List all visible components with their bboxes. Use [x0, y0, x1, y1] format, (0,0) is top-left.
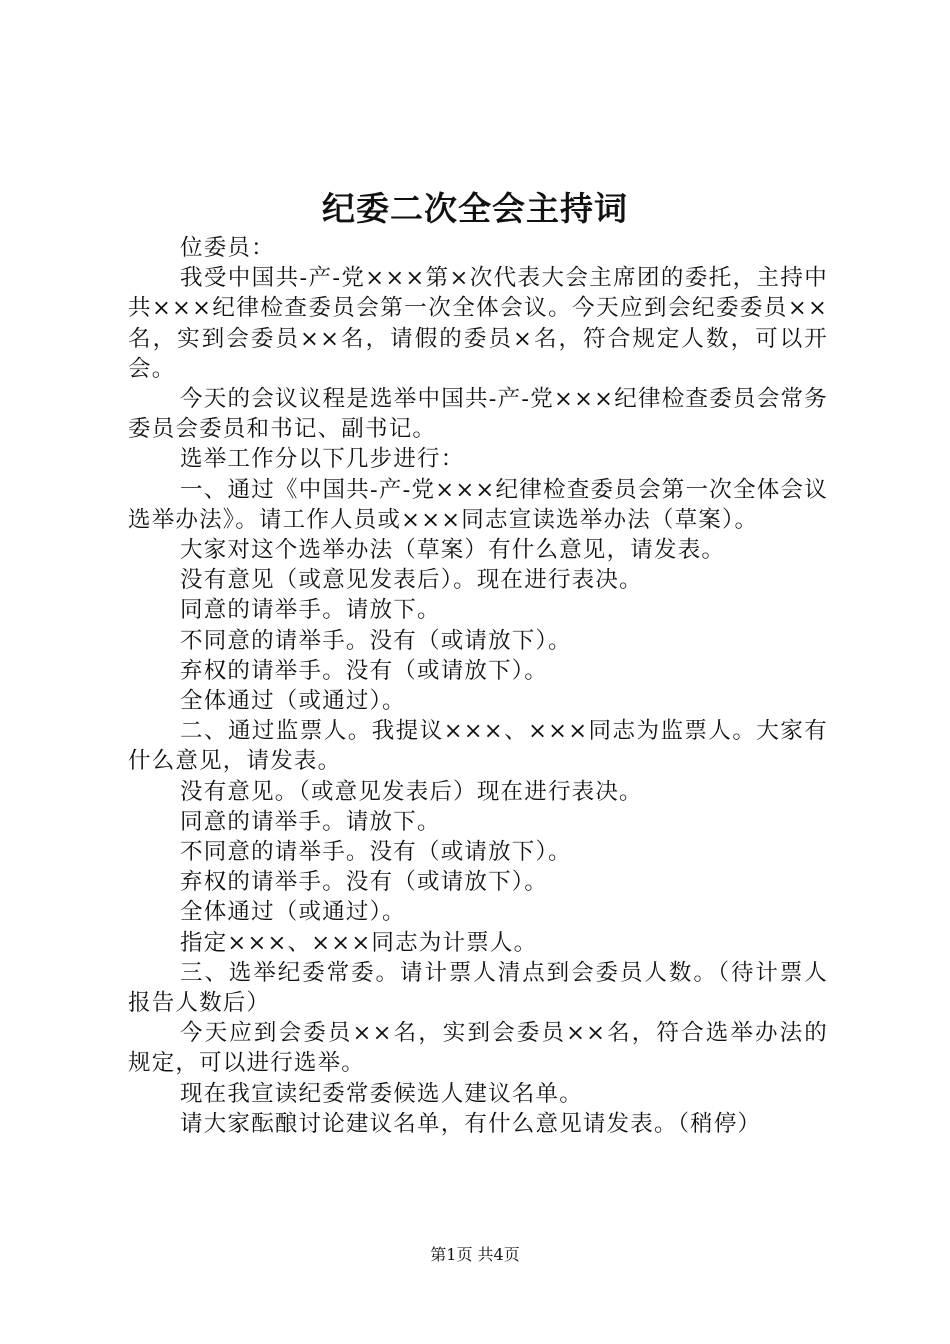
paragraph: 选举工作分以下几步进行：	[180, 446, 465, 473]
paragraph: 大家对这个选举办法（草案）有什么意见，请发表。	[180, 537, 726, 564]
paragraph: 位委员：	[180, 235, 275, 261]
document-body	[128, 233, 828, 1139]
paragraph: 三、选举纪委常委。请计票人清点到会委员人数。（待计票人报告人数后）	[128, 959, 828, 1017]
paragraph: 同意的请举手。请放下。	[180, 808, 441, 835]
paragraph: 同意的请举手。请放下。	[180, 597, 441, 624]
paragraph: 一、通过《中国共-产-党×××纪律检查委员会第一次全体会议选举办法》。请工作人员或×××同志宣读选举办法（草案）。	[128, 476, 828, 533]
paragraph: 二、通过监票人。我提议×××、×××同志为监票人。大家有什么意见，请发表。	[128, 718, 828, 775]
paragraph: 弃权的请举手。没有（或请放下）。	[180, 657, 548, 684]
paragraph: 弃权的请举手。没有（或请放下）。	[180, 869, 548, 896]
paragraph: 没有意见（或意见发表后）。现在进行表决。	[180, 567, 643, 594]
paragraph: 指定×××、×××同志为计票人。	[180, 929, 538, 956]
paragraph: 请大家酝酿讨论建议名单，有什么意见请发表。（稍停）	[180, 1110, 762, 1137]
paragraph: 今天的会议议程是选举中国共-产-党×××纪律检查委员会常务委员会委员和书记、副书记。	[128, 386, 828, 443]
paragraph: 全体通过（或通过）。	[180, 899, 406, 926]
paragraph: 全体通过（或通过）。	[180, 688, 406, 715]
document-title: 纪委二次全会主持词	[322, 189, 628, 228]
paragraph: 不同意的请举手。没有（或请放下）。	[180, 839, 572, 866]
paragraph: 今天应到会委员××名，实到会委员××名，符合选举办法的规定，可以进行选举。	[128, 1020, 828, 1077]
paragraph: 现在我宣读纪委常委候选人建议名单。	[180, 1080, 583, 1107]
page-footer: 第1页 共4页	[430, 1245, 520, 1264]
paragraph: 不同意的请举手。没有（或请放下）。	[180, 627, 572, 654]
paragraph: 我受中国共-产-党×××第×次代表大会主席团的委托，主持中共×××纪律检查委员会第一次全体会议。今天应到会纪委委员××名，实到会委员××名，请假的委员×名，符合规定人数，可以开会。	[128, 265, 828, 382]
paragraph: 没有意见。（或意见发表后）现在进行表决。	[180, 778, 643, 805]
